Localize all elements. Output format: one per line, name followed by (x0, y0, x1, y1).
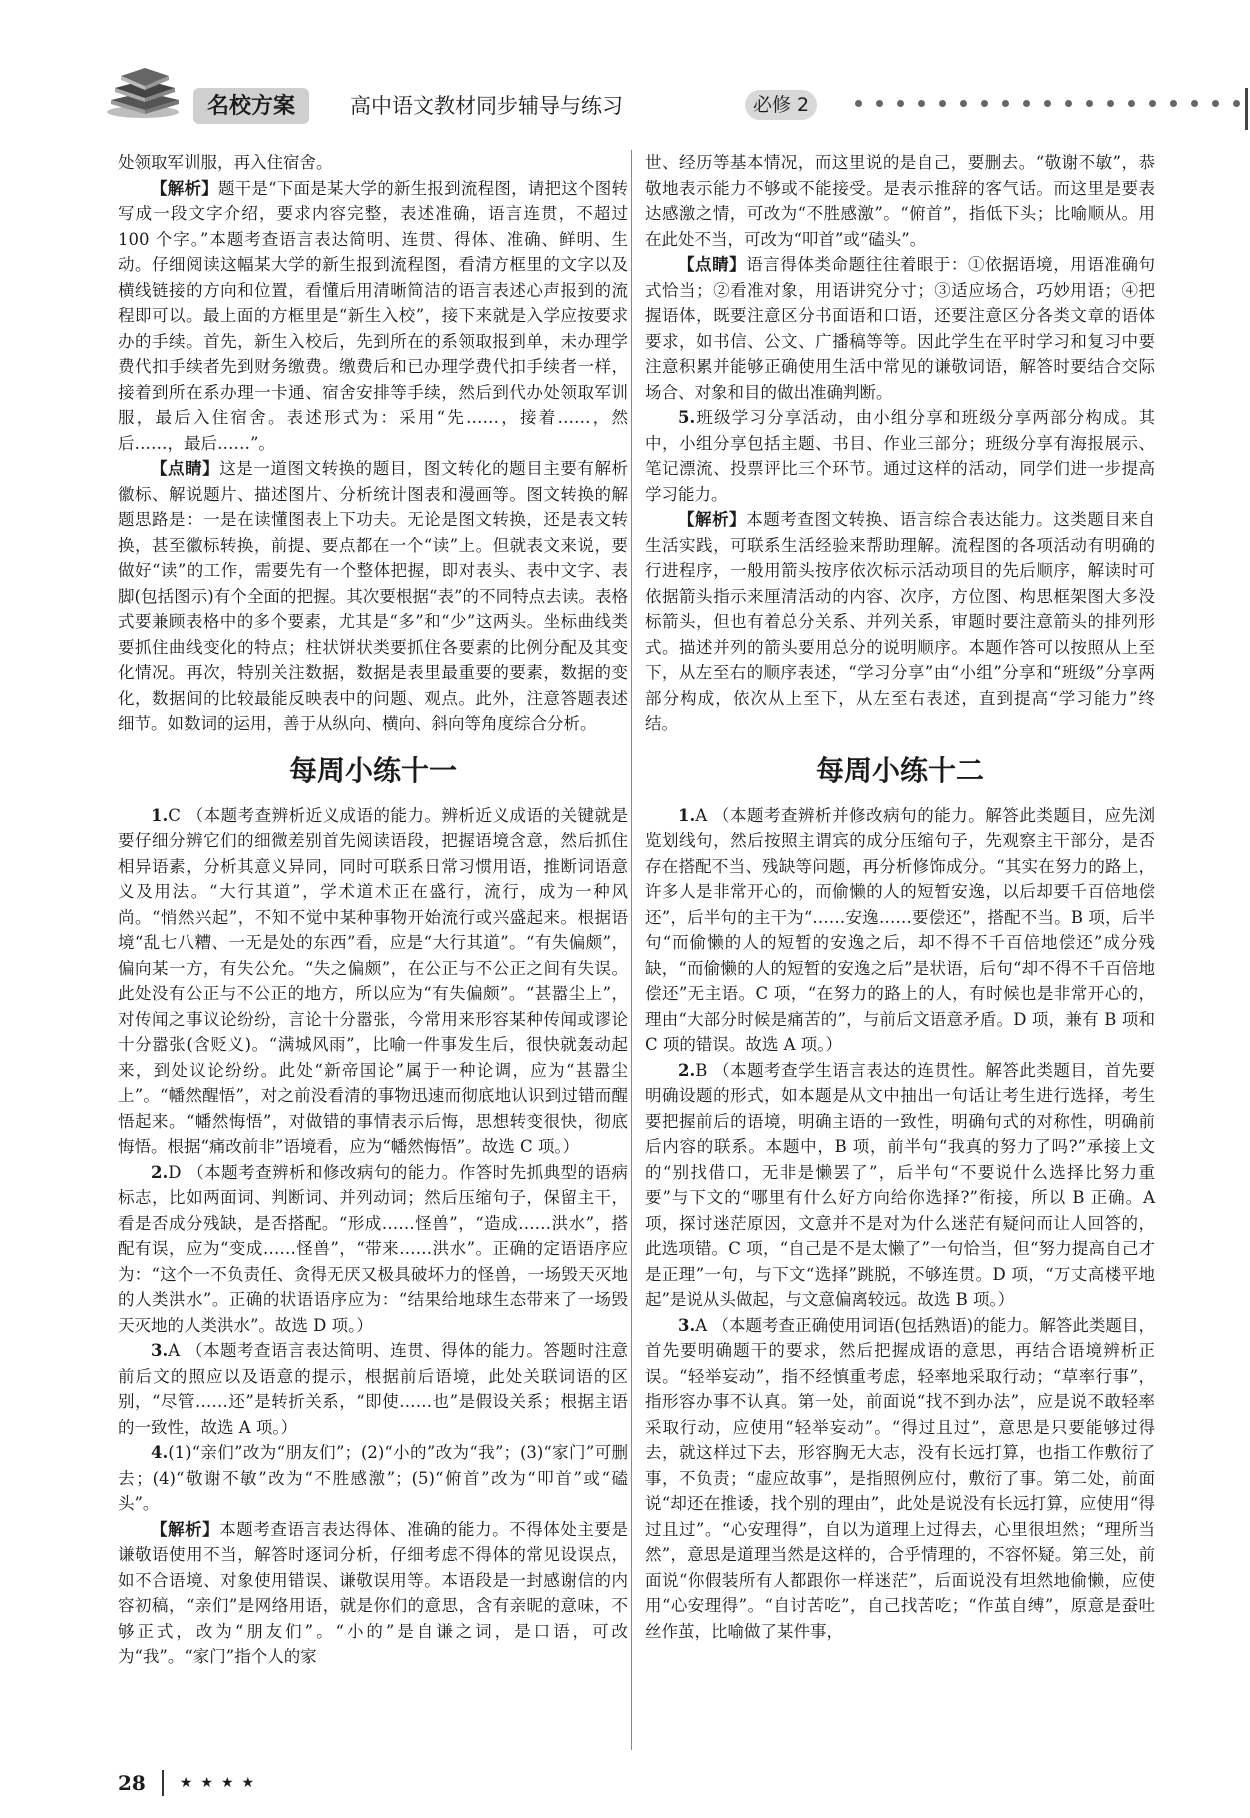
question-number: 2. (151, 1162, 169, 1182)
answer-item: 3.A （本题考查正确使用词语(包括熟语)的能力。解答此类题目，首先要明确题干的要求，然后把握成语的意思，再结合语境辨析正误。“轻举妄动”，指不经慎重考虑，轻率地采取行动；“草率行事”，指形容办事不认真。第一处，前面说“找不到办法”，应是说不敢轻率采取行动，应使用“轻举妄动”。“得过且过”，意思是只要能够过得去，就这样过下去，形容胸无大志，没有长远打算，也指工作敷衍了事，不负责；“虚应故事”，是指照例应付，敷衍了事。第二处，前面说“却还在推诿，找个别的理由”，此处是说没有长远打算，应使用“得过且过”。“心安理得”，自以为道理上过得去，心里很坦然；“理所当然”，意思是道理当然是这样的，合乎情理的，不容怀疑。第三处，前面说“你假装所有人都跟你一样迷茫”，后面说没有坦然地偷懒，应使用“心安理得”。“自讨苦吃”，自己找苦吃；“作茧自缚”，原意是蚕吐丝作茧，比喻做了某件事， (645, 1315, 1155, 1641)
question-number: 2. (678, 1060, 696, 1080)
right-column (645, 150, 1155, 1644)
answer-item: 1.A （本题考查辨析并修改病句的能力。解答此类题目，应先浏览划线句，然后按照主谓宾的成分压缩句子，先观察主干部分，是否存在搭配不当、残缺等问题，再分析修饰成分。“其实在努力的路上，许多人是非常开心的，而偷懒的人的短暂安逸，以后却要千百倍地偿还”，后半句的主干为“……安逸……要偿还”，搭配不当。B 项，后半句“而偷懒的人的短暂的安逸之后，却不得不千百倍地偿还”成分残缺，“而偷懒的人的短暂的安逸之后”是状语，后句“却不得不千百倍地偿还”无主语。C 项，“在努力的路上的人，有时候也是非常开心的，理由“大部分时候是痛苦的”，与前后文语意矛盾。D 项，兼有 B 项和 C 项的错误。故选 A 项。） (645, 805, 1155, 1054)
header-dots (855, 100, 1250, 107)
section-heading: 每周小练十一 (288, 753, 457, 787)
paragraph: 世、经历等基本情况，而这里说的是自己，要删去。“敬谢不敏”，恭敬地表示能力不够或不能接受。是表示推辞的客气话。而这里是要表达感激之情，可改为“不胜感激”。“俯首”，指低下头；比喻顺从。用在此处不当，可改为“叩首”或“磕头”。 (645, 153, 1155, 249)
question-number: 3. (678, 1315, 696, 1335)
question-number: 1. (151, 805, 169, 825)
left-column (118, 150, 628, 1670)
question-number: 5. (678, 408, 696, 427)
books-icon (105, 58, 183, 120)
tip-tag: 【点睛】 (151, 459, 220, 478)
analysis-paragraph: 【解析】题干是“下面是某大学的新生报到流程图，请把这个图转写成一段文字介绍，要求内容完整，表述准确，语言连贯，不超过 100 个字。”本题考查语言表达简明、连贯、得体、准确、鲜明、生动。仔细阅读这幅某大学的新生报到流程图，看清方框里的文字以及横线链接的方向和位置，看懂后用清晰简洁的语言表述心声报到的流程即可以。最上面的方框里是“新生入校”，接下来就是入学应按要求办的手续。首先，新生入校后，先到所在的系领取报到单，未办理学费代扣手续者先到财务缴费。缴费后和已办理学费代扣手续者一样，接着到所在系办理一卡通、宿舍安排等手续，然后到代办处领取军训服，最后入住宿舍。表述形式为：采用“先……，接着……，然后……，最后……”。 (118, 178, 628, 453)
footer-separator (162, 1770, 164, 1796)
paragraph: 处领取军训服，再入住宿舍。 (118, 153, 333, 172)
brand-title: 名校方案 (193, 88, 309, 124)
answer-item: 4.(1)“亲们”改为“朋友们”；(2)“小的”改为“我”；(3)“家门”可删去；(4)“敬谢不敏”改为“不胜感激”；(5)“俯首”改为“叩首”或“磕头”。 (118, 1443, 628, 1513)
tip-paragraph: 【点睛】这是一道图文转换的题目，图文转化的题目主要有解析徽标、解说题片、描述图片、分析统计图表和漫画等。图文转换的解题思路是：一是在读懂图表上下功夫。无论是图文转换，还是表文转换，甚至徽标转换，前提、要点都在一个“读”上。但就表文来说，要做好“读”的工作，需要先有一个整体把握，即对表头、表中文字、表脚(包括图示)有个全面的把握。其次要根据“表”的不同特点去读。表格式要兼顾表格中的多个要素，尤其是“多”和“少”这两头。坐标曲线类要抓住曲线变化的特点；柱状饼状类要抓住各要素的比例分配及其变化情况。再次，特别关注数据，数据是表里最重要的要素，数据的变化，数据间的比较最能反映表中的问题、观点。此外，注意答题表述细节。如数词的运用，善于从纵向、横向、斜向等角度综合分析。 (118, 459, 629, 733)
analysis-paragraph: 【解析】本题考查语言表达得体、准确的能力。不得体处主要是谦敬语使用不当，解答时逐词分析，仔细考虑不得体的常见设误点，如不合语境、对象使用错误、谦敬误用等。本语段是一封感谢信的内容初稿，“亲们”是网络用语，就是你们的意思，含有亲昵的意味，不够正式，改为“朋友们”。“小的”是自谦之词，是口语，可改为“我”。“家门”指个人的家 (118, 1519, 629, 1666)
answer-item: 5.班级学习分享活动，由小组分享和班级分享两部分构成。其中，小组分享包括主题、书目、作业三部分；班级分享有海报展示、笔记漂流、投票评比三个环节。通过这样的活动，同学们进一步提高学习能力。 (645, 408, 1155, 504)
answer-item: 1.C （本题考查辨析近义成语的能力。辨析近义成语的关键就是要仔细分辨它们的细微差别首先阅读语段，把握语境含意，然后抓住相异语素，分析其意义异同，同时可联系日常习惯用语，推断词语意义及用法。“大行其道”，学术道术正在盛行，流行，成为一种风尚。“悄然兴起”，不知不觉中某种事物开始流行或兴盛起来。根据语境“乱七八糟、一无是处的东西”看，应是“大行其道”。“有失偏颇”，偏向某一方，有失公允。“失之偏颇”，在公正与不公正之间有失误。此处没有公正与不公正的地方，所以应为“有失偏颇”。“甚嚣尘上”，对传闻之事议论纷纷，言论十分嚣张，今常用来形容某种传闻或谬论十分嚣张(含贬义)。“满城风雨”，比喻一件事发生后，很快就轰动起来，到处议论纷纷。此处“新帝国论”属于一种论调，应为“甚嚣尘上”。“幡然醒悟”，对之前没看清的事物迅速而彻底地认识到过错而醒悟起来。“幡然悔悟”，对做错的事情表示后悔，思想转变很快，彻底悔悟。根据“痛改前非”语境看，应为“幡然悔悟”。故选 C 项。） (118, 805, 628, 1156)
page-header (105, 58, 1155, 128)
answer-item: 2.B （本题考查学生语言表达的连贯性。解答此类题目，首先要明确设题的形式，如本题是从文中抽出一句话让考生进行选择，考生要把握前后的语境，明确主语的一致性，明确句式的对称性，明确前后内容的联系。本题中，B 项，前半句“我真的努力了吗?”承接上文的“别找借口，无非是懒罢了”，后半句“不要说什么选择比努力重要”与下文的“哪里有什么好方向给你选择?”衔接，所以 B 正确。A 项，探讨迷茫原因，文意并不是对为什么迷茫有疑问而让人回答的，此选项错。C 项，“自己是不是太懒了”一句恰当，但“努力提高自己才是正理”一句，与下文“选择”跳脱，不够连贯。D 项，“万丈高楼平地起”是说从头做起，与文意偏离较远。故选 B 项。） (645, 1060, 1155, 1309)
page-footer (118, 1768, 262, 1798)
book-subtitle: 高中语文教材同步辅导与练习 (350, 94, 623, 118)
difficulty-stars: ★★★★ (179, 1775, 263, 1791)
analysis-tag: 【解析】 (678, 510, 747, 529)
question-number: 3. (151, 1341, 169, 1360)
section-heading: 每周小练十二 (815, 753, 984, 787)
analysis-paragraph: 【解析】本题考查图文转换、语言综合表达能力。这类题目来自生活实践，可联系生活经验来帮助理解。流程图的各项活动有明确的行进程序，一般用箭头按序依次标示活动项目的先后顺序，解读时可依据箭头指示来厘清活动的内容、次序，方位图、构思框架图大多没标箭头，但也有着总分关系、并列关系，审题时要注意箭头的排列形式。描述并列的箭头要用总分的说明顺序。本题作答可以按照从上至下，从左至右的顺序表述，“学习分享”由“小组”分享和“班级”分享两部分构成，依次从上至下，从左至右表述，直到提高“学习能力”终结。 (645, 510, 1156, 733)
tip-tag: 【点睛】 (678, 255, 747, 274)
question-number: 4. (151, 1443, 169, 1462)
question-number: 1. (678, 805, 696, 825)
page-number: 28 (118, 1771, 146, 1795)
tip-paragraph: 【点睛】语言得体类命题往往着眼于：①依据语境，用语准确句式恰当；②看准对象，用语讲究分寸；③适应场合，巧妙用语；④把握语体，既要注意区分书面语和口语，还要注意区分各类文章的语体要求，如书信、公文、广播稿等等。因此学生在平时学习和复习中要注意积累并能够正确使用生活中常见的谦敬词语，解答时要结合交际场合、对象和目的做出准确判断。 (645, 255, 1156, 402)
analysis-tag: 【解析】 (151, 1519, 220, 1539)
volume-badge: 必修 2 (745, 90, 817, 120)
answer-item: 2.D （本题考查辨析和修改病句的能力。作答时先抓典型的语病标志，比如两面词、判断词、并列动词；然后压缩句子，保留主干，看是否成分残缺，是否搭配。“形成……怪兽”，“造成……洪水”，搭配有误，应为“变成……怪兽”，“带来……洪水”。正确的定语语序应为：“这个一不负责任、贪得无厌又极具破坏力的怪兽，一场毁天灭地的人类洪水”。正确的状语语序应为：“结果给地球生态带来了一场毁天灭地的人类洪水”。故选 D 项。） (118, 1162, 628, 1335)
header-end-bar (1245, 88, 1248, 130)
answer-item: 3.A （本题考查语言表达简明、连贯、得体的能力。答题时注意前后文的照应以及语意的提示，根据前后语境，此处关联词语的区别，“尽管……还”是转折关系，“即使……也”是假设关系；根据主语的一致性，故选 A 项。） (118, 1341, 628, 1437)
column-divider (631, 150, 632, 1750)
analysis-tag: 【解析】 (151, 178, 218, 198)
